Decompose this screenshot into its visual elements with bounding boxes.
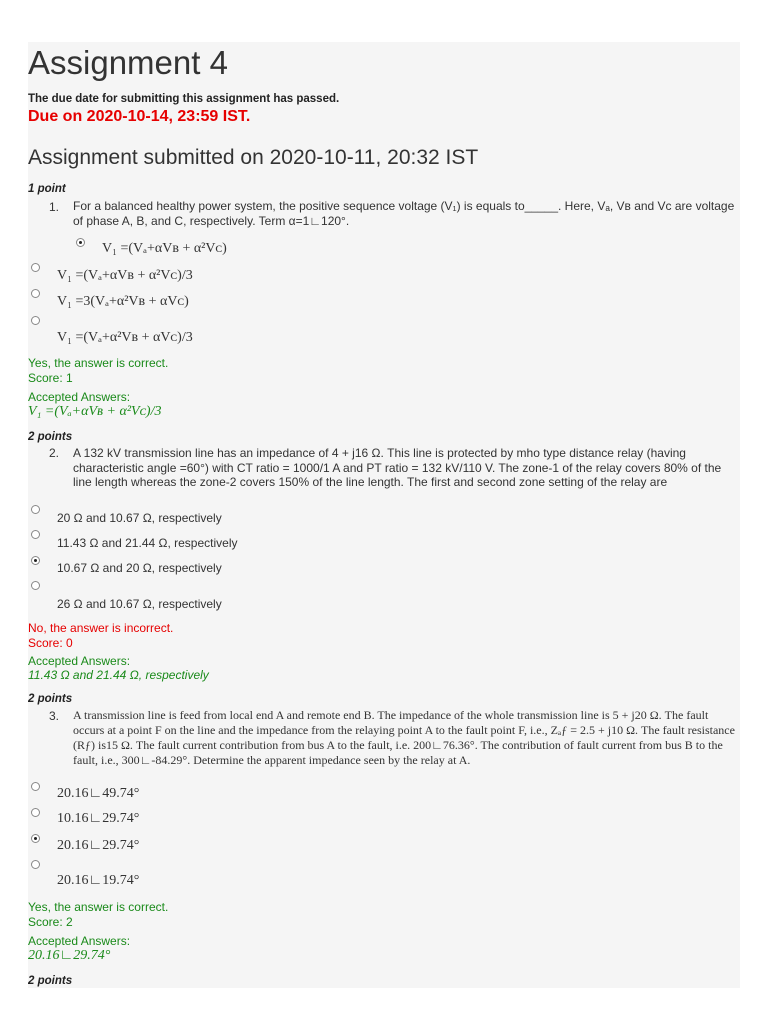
q2-option-3-label: 10.67 Ω and 20 Ω, respectively	[57, 561, 222, 575]
q1-accepted-label: Accepted Answers:	[28, 390, 131, 404]
q2-text: A 132 kV transmission line has an impedance of 4 + j16 Ω. This line is protected by mho type distance relay (having characteristic angle =60°) with CT ratio = 1000/1 A and PT ratio = 132 kV/110 V. The zone-1 of the relay covers 80% of the line length whereas the zone-2 covers 150% of the line length. The first and second zone setting of the relay are	[73, 446, 722, 489]
submission-status: Assignment submitted on 2020-10-11, 20:32 IST	[28, 146, 479, 169]
q3-score: Score: 2	[28, 915, 73, 929]
q2-points: 2 points	[28, 431, 73, 443]
q2-option-2-radio[interactable]	[31, 530, 40, 539]
q2-feedback: No, the answer is incorrect.	[28, 621, 174, 635]
q3-accepted-label: Accepted Answers:	[28, 934, 131, 948]
q2-option-4-label: 26 Ω and 10.67 Ω, respectively	[57, 597, 222, 611]
due-date: Due on 2020-10-14, 23:59 IST.	[28, 108, 251, 125]
q1-option-2-radio[interactable]	[31, 263, 40, 272]
q1-number: 1.	[49, 200, 60, 214]
q2-option-2-label: 11.43 Ω and 21.44 Ω, respectively	[57, 536, 238, 550]
q1-option-4-label: V₁ =(Vₐ+α²Vʙ + αVᴄ)/3	[57, 330, 193, 345]
q3-option-1-radio[interactable]	[31, 782, 40, 791]
q1-accepted-answer: V₁ =(Vₐ+αVʙ + α²Vᴄ)/3	[28, 404, 162, 419]
q4-points: 2 points	[28, 975, 73, 987]
q3-points: 2 points	[28, 693, 73, 705]
q2-number: 2.	[49, 446, 60, 460]
q3-option-1-label: 20.16∟49.74°	[57, 786, 140, 801]
q3-number: 3.	[49, 709, 60, 723]
q2-accepted-answer: 11.43 Ω and 21.44 Ω, respectively	[28, 668, 209, 682]
q1-option-3-label: V₁ =3(Vₐ+α²Vʙ + αVᴄ)	[57, 294, 189, 309]
q3-option-4-radio[interactable]	[31, 860, 40, 869]
q3-feedback: Yes, the answer is correct.	[28, 900, 169, 914]
q3-option-3-radio[interactable]	[31, 834, 40, 843]
page-title: Assignment 4	[28, 44, 228, 81]
q1-option-1-radio[interactable]	[76, 238, 85, 247]
q1-option-4-radio[interactable]	[31, 316, 40, 325]
q3-accepted-answer: 20.16∟29.74°	[28, 948, 111, 963]
q2-option-3-radio[interactable]	[31, 556, 40, 565]
q1-option-3-radio[interactable]	[31, 289, 40, 298]
q2-option-1-radio[interactable]	[31, 505, 40, 514]
q1-option-2-label: V₁ =(Vₐ+αVʙ + α²Vᴄ)/3	[57, 268, 193, 283]
q3-option-2-radio[interactable]	[31, 808, 40, 817]
due-passed-notice: The due date for submitting this assignment has passed.	[28, 93, 340, 105]
q3-option-4-label: 20.16∟19.74°	[57, 873, 140, 888]
q2-option-4-radio[interactable]	[31, 581, 40, 590]
assignment-panel	[28, 42, 740, 988]
q1-points: 1 point	[28, 183, 66, 195]
q1-score: Score: 1	[28, 371, 73, 385]
q2-score: Score: 0	[28, 636, 73, 650]
q3-text: A transmission line is feed from local end A and remote end B. The impedance of the whole transmission line is 5 + j20 Ω. The fault occurs at a point F on the line and the impedance from the relaying point A to the fault point F, i.e., Zₐƒ = 2.5 + j10 Ω. The fault resistance (Rƒ) is15 Ω. The fault current contribution from bus A to the fault, i.e. 200∟76.36°. The contribution of fault current from bus B to the fault, i.e., 300∟-84.29°. Determine the apparent impedance seen by the relay at A.	[73, 708, 735, 767]
q3-option-2-label: 10.16∟29.74°	[57, 811, 140, 826]
q1-text: For a balanced healthy power system, the positive sequence voltage (V₁) is equals to_____. Here, Vₐ, Vʙ and Vᴄ are voltage of phase A, B, and C, respectively. Term α=1∟120°.	[73, 199, 735, 228]
q1-feedback: Yes, the answer is correct.	[28, 356, 169, 370]
q2-accepted-label: Accepted Answers:	[28, 654, 131, 668]
q1-option-1-label: V₁ =(Vₐ+αVʙ + α²Vᴄ)	[102, 241, 227, 256]
q3-option-3-label: 20.16∟29.74°	[57, 838, 140, 853]
q2-option-1-label: 20 Ω and 10.67 Ω, respectively	[57, 511, 222, 525]
